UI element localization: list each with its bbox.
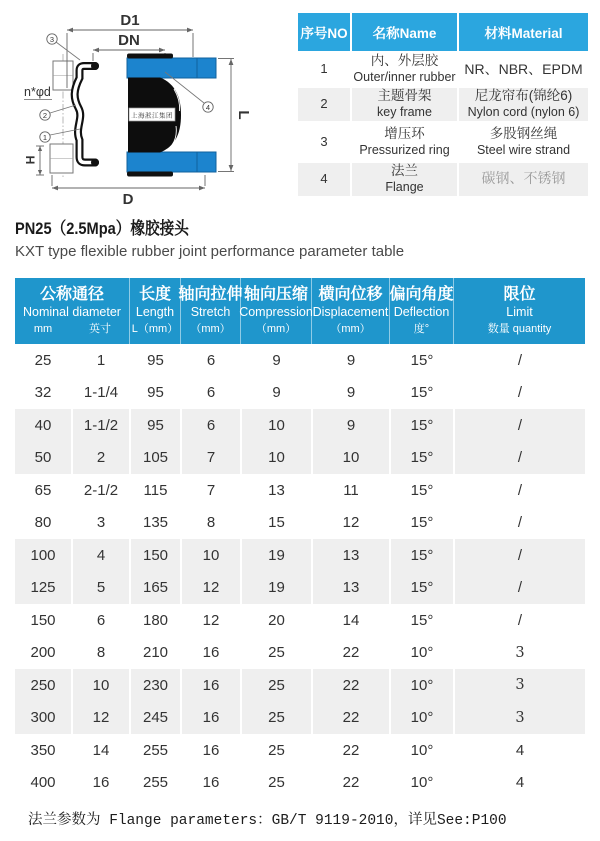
materials-no: 2 — [298, 88, 350, 121]
table-cell: 7 — [180, 442, 240, 475]
table-cell: 11 — [311, 474, 389, 507]
table-cell: 15° — [389, 507, 453, 540]
header-cn: 轴向压缩 — [243, 286, 308, 303]
table-cell: 15 — [240, 507, 311, 540]
materials-header-material: 材料Material — [457, 13, 588, 51]
header-subunits — [15, 322, 129, 336]
table-cell: 15° — [389, 604, 453, 637]
table-cell: 16 — [180, 669, 240, 702]
table-cell: / — [453, 344, 585, 377]
table-row — [15, 669, 585, 702]
callout-1: 1 — [42, 132, 48, 142]
table-row — [15, 734, 585, 767]
table-cell: 1 — [71, 344, 129, 377]
header-en: Nominal diameter — [23, 305, 121, 319]
table-cell: 115 — [129, 474, 180, 507]
table-cell: 22 — [311, 734, 389, 767]
table-cell: 1-1/2 — [71, 409, 129, 442]
table-cell: 10 — [71, 669, 129, 702]
header-col-limit — [453, 278, 585, 344]
table-cell: 9 — [311, 409, 389, 442]
table-cell: 8 — [71, 637, 129, 670]
table-cell: 6 — [71, 604, 129, 637]
table-cell: 16 — [71, 767, 129, 800]
table-row — [15, 539, 585, 572]
table-cell: 3 — [453, 637, 585, 670]
header-en: Stretch — [190, 305, 231, 319]
brand-text: 上海淞江集团 — [131, 112, 173, 120]
table-cell: 15° — [389, 442, 453, 475]
dim-label-l: L — [235, 110, 252, 120]
table-cell: 80 — [15, 507, 71, 540]
materials-row — [298, 51, 588, 88]
rubber-lip-top — [127, 54, 173, 59]
header-en: Length — [135, 305, 175, 319]
page-title-en: KXT type flexible rubber joint performance parameter table — [15, 243, 405, 260]
table-cell: 65 — [15, 474, 71, 507]
table-cell: 16 — [180, 637, 240, 670]
table-cell: 10° — [389, 669, 453, 702]
table-row — [15, 344, 585, 377]
header-en: Deflection — [393, 305, 450, 319]
table-cell: 10° — [389, 767, 453, 800]
materials-material: 碳钢、不锈钢 — [457, 163, 588, 196]
materials-row — [298, 88, 588, 121]
table-cell: 3 — [71, 507, 129, 540]
callout-3: 3 — [49, 34, 55, 44]
header-cn: 限位 — [503, 286, 536, 303]
materials-material: 尼龙帘布(锦纶6) Nylon cord (nylon 6) — [457, 88, 588, 121]
table-cell: / — [453, 377, 585, 410]
table-cell: 150 — [129, 539, 180, 572]
callout-2: 2 — [42, 110, 48, 120]
table-cell: 6 — [180, 409, 240, 442]
table-row — [15, 637, 585, 670]
materials-no: 4 — [298, 163, 350, 196]
materials-name: 增压环 Pressurized ring — [350, 121, 457, 163]
flange-bottom — [127, 152, 216, 172]
table-cell: 10° — [389, 734, 453, 767]
table-cell: 22 — [311, 669, 389, 702]
table-cell: 6 — [180, 344, 240, 377]
table-cell: 95 — [129, 409, 180, 442]
table-cell: 19 — [240, 572, 311, 605]
table-row — [15, 604, 585, 637]
table-cell: / — [453, 572, 585, 605]
header-en: Limit — [506, 305, 533, 319]
table-cell: 4 — [453, 734, 585, 767]
table-cell: 15° — [389, 344, 453, 377]
table-cell: 5 — [71, 572, 129, 605]
materials-name: 内、外层胶 Outer/inner rubber — [350, 51, 457, 88]
table-cell: 2-1/2 — [71, 474, 129, 507]
table-cell: 8 — [180, 507, 240, 540]
header-col-nominal-diameter — [15, 278, 129, 344]
table-cell: 400 — [15, 767, 71, 800]
table-cell: / — [453, 604, 585, 637]
table-cell: 250 — [15, 669, 71, 702]
table-cell: 230 — [129, 669, 180, 702]
materials-no: 3 — [298, 121, 350, 163]
title-block — [15, 218, 585, 263]
table-cell: 50 — [15, 442, 71, 475]
materials-header-name: 名称Name — [350, 13, 457, 51]
table-cell: / — [453, 442, 585, 475]
table-cell: 15° — [389, 409, 453, 442]
materials-material: 多股钢丝绳 Steel wire strand — [457, 121, 588, 163]
table-cell: 25 — [15, 344, 71, 377]
header-unit: （mm） — [255, 323, 297, 335]
table-cell: 16 — [180, 702, 240, 735]
rubber-profile — [75, 62, 99, 167]
header-cn: 横向位移 — [318, 286, 383, 303]
rubber-joint-diagram — [0, 0, 295, 215]
table-cell: 200 — [15, 637, 71, 670]
table-cell: / — [453, 507, 585, 540]
flange-parameters-note: 法兰参数为 Flange parameters：GB/T 9119-2010，详见See:P100 — [28, 813, 507, 829]
table-cell: 14 — [71, 734, 129, 767]
table-cell: 20 — [240, 604, 311, 637]
header-col-length — [129, 278, 180, 344]
page-title-cn: PN25（2.5Mpa）橡胶接头 — [15, 219, 189, 238]
table-cell: 10° — [389, 637, 453, 670]
table-cell: / — [453, 539, 585, 572]
table-row — [15, 702, 585, 735]
performance-table-header — [15, 278, 585, 344]
table-cell: 165 — [129, 572, 180, 605]
materials-row — [298, 163, 588, 195]
table-cell: 40 — [15, 409, 71, 442]
table-cell: 12 — [311, 507, 389, 540]
table-cell: 7 — [180, 474, 240, 507]
table-cell: 12 — [180, 572, 240, 605]
table-cell: / — [453, 409, 585, 442]
header-unit: （mm） — [330, 323, 371, 335]
table-cell: 25 — [240, 637, 311, 670]
dim-label-h: H — [23, 155, 37, 165]
header-cn: 长度 — [138, 286, 171, 303]
table-cell: 25 — [240, 669, 311, 702]
table-cell: 255 — [129, 734, 180, 767]
table-row — [15, 474, 585, 507]
materials-table — [298, 13, 588, 195]
table-row — [15, 767, 585, 800]
table-cell: 180 — [129, 604, 180, 637]
table-cell: 135 — [129, 507, 180, 540]
header-unit: 数量 quantity — [487, 323, 552, 335]
table-cell: 10 — [240, 442, 311, 475]
header-unit: L（mm） — [131, 323, 179, 335]
table-cell: 150 — [15, 604, 71, 637]
table-cell: 19 — [240, 539, 311, 572]
materials-name: 法兰 Flange — [350, 163, 457, 196]
table-cell: 15° — [389, 539, 453, 572]
table-cell: 16 — [180, 734, 240, 767]
table-cell: 25 — [240, 734, 311, 767]
materials-header — [298, 13, 588, 51]
header-col-deflection — [389, 278, 453, 344]
table-cell: 125 — [15, 572, 71, 605]
table-cell: 9 — [240, 344, 311, 377]
table-cell: 15° — [389, 377, 453, 410]
header-en: Displacement — [312, 305, 389, 319]
table-cell: 13 — [240, 474, 311, 507]
table-cell: 300 — [15, 702, 71, 735]
table-cell: 10 — [180, 539, 240, 572]
table-cell: 16 — [180, 767, 240, 800]
table-cell: 22 — [311, 637, 389, 670]
table-cell: 25 — [240, 702, 311, 735]
table-cell: 22 — [311, 767, 389, 800]
table-cell: 25 — [240, 767, 311, 800]
table-cell: 10° — [389, 702, 453, 735]
table-cell: 95 — [129, 344, 180, 377]
table-cell: 105 — [129, 442, 180, 475]
table-cell: 245 — [129, 702, 180, 735]
table-row — [15, 507, 585, 540]
header-unit: （mm） — [190, 323, 231, 335]
table-cell: 12 — [180, 604, 240, 637]
materials-material: NR、NBR、EPDM — [457, 51, 588, 88]
table-row — [15, 377, 585, 410]
table-row — [15, 442, 585, 475]
table-cell: 15° — [389, 474, 453, 507]
table-cell: 10 — [240, 409, 311, 442]
table-cell: 3 — [453, 669, 585, 702]
table-cell: 3 — [453, 702, 585, 735]
header-sub-mm: mm — [33, 323, 53, 335]
table-cell: 2 — [71, 442, 129, 475]
header-sub-inch: 英寸 — [89, 323, 111, 335]
header-cn: 公称通径 — [39, 286, 104, 303]
table-cell: 32 — [15, 377, 71, 410]
table-row — [15, 572, 585, 605]
table-row — [15, 409, 585, 442]
header-en: Compression — [239, 305, 313, 319]
materials-row — [298, 121, 588, 163]
header-cn: 偏向角度 — [389, 286, 454, 303]
table-cell: 350 — [15, 734, 71, 767]
table-cell: 100 — [15, 539, 71, 572]
table-cell: 13 — [311, 572, 389, 605]
table-cell: 13 — [311, 539, 389, 572]
dim-label-bolt: n*φd — [24, 85, 51, 99]
table-cell: 6 — [180, 377, 240, 410]
perf-table-body — [15, 344, 585, 799]
callout-4: 4 — [205, 102, 211, 112]
table-cell: 22 — [311, 702, 389, 735]
materials-no: 1 — [298, 51, 350, 88]
table-cell: 95 — [129, 377, 180, 410]
table-cell: 4 — [453, 767, 585, 800]
table-cell: 9 — [311, 344, 389, 377]
header-col-compression — [240, 278, 311, 344]
materials-header-no: 序号NO — [298, 13, 350, 51]
table-cell: 255 — [129, 767, 180, 800]
performance-table — [15, 278, 585, 799]
header-unit: 度° — [413, 323, 430, 335]
table-cell: 9 — [311, 377, 389, 410]
dim-label-d: D — [122, 191, 134, 208]
materials-body — [298, 51, 588, 195]
table-cell: 1-1/4 — [71, 377, 129, 410]
table-cell: 15° — [389, 572, 453, 605]
header-col-displacement — [311, 278, 389, 344]
table-cell: 14 — [311, 604, 389, 637]
rubber-lip-bottom — [127, 172, 173, 177]
dim-label-dn: DN — [118, 32, 140, 49]
table-cell: 210 — [129, 637, 180, 670]
table-cell: 9 — [240, 377, 311, 410]
header-cn: 轴向拉伸 — [178, 286, 243, 303]
table-cell: 10 — [311, 442, 389, 475]
materials-name: 主题骨架 key frame — [350, 88, 457, 121]
table-cell: / — [453, 474, 585, 507]
table-cell: 12 — [71, 702, 129, 735]
table-cell: 4 — [71, 539, 129, 572]
header-col-stretch — [178, 278, 243, 344]
dim-label-d1: D1 — [120, 12, 140, 29]
flange-top — [127, 58, 216, 78]
